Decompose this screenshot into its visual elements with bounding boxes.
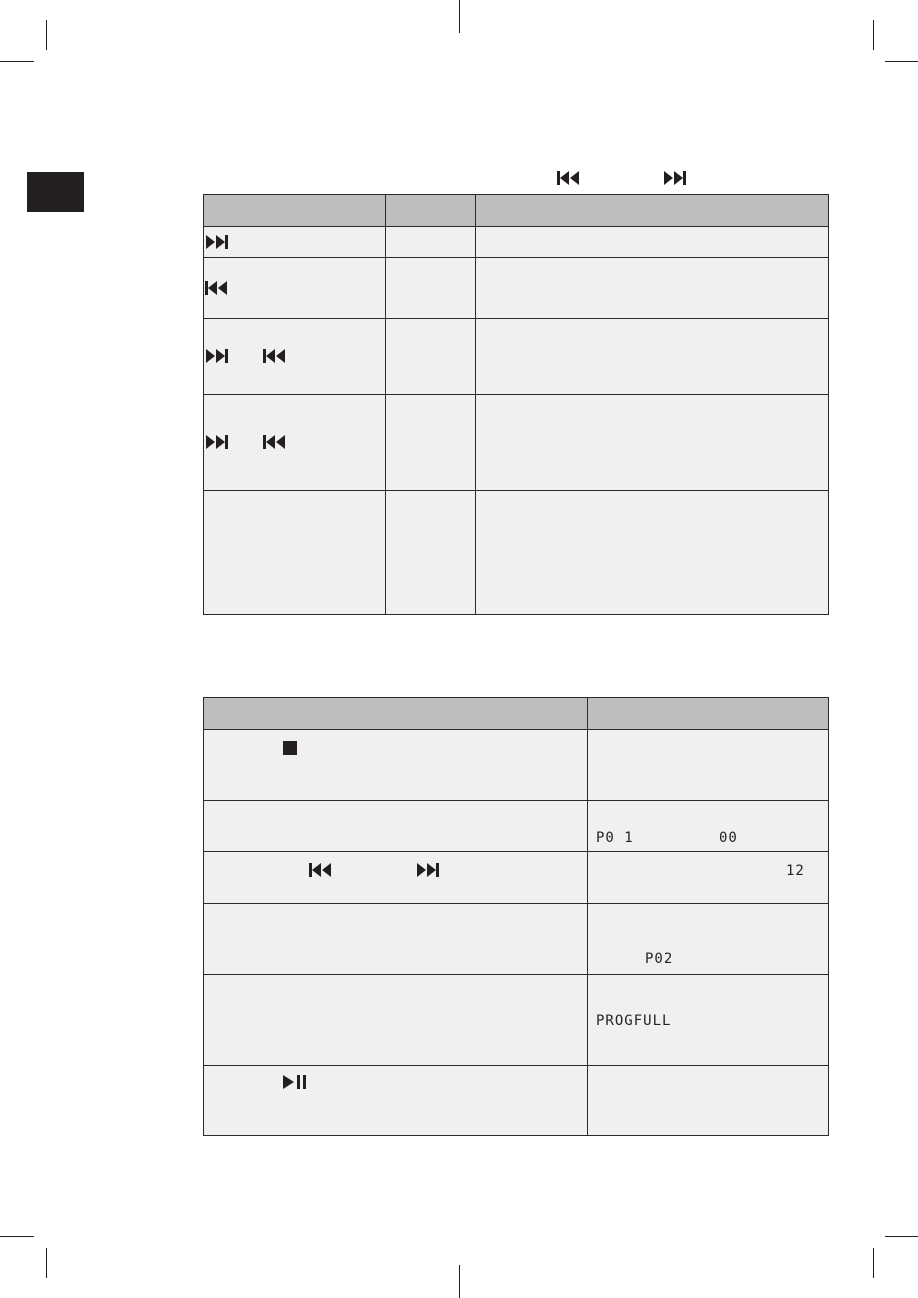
table-row <box>204 801 829 852</box>
step-cell <box>204 1066 588 1136</box>
skip-forward-icon <box>204 233 230 251</box>
function-cell <box>476 491 829 615</box>
table-row <box>204 730 829 801</box>
display-cell <box>588 730 829 801</box>
skip-back-icon <box>262 347 288 365</box>
step-cell <box>204 801 588 852</box>
table-header-row <box>204 195 829 227</box>
table-row <box>204 395 829 491</box>
crop-mark <box>0 1236 34 1237</box>
lcd-text: P02 <box>645 951 674 967</box>
table-header-cell <box>204 698 588 730</box>
table-header-cell <box>204 195 386 227</box>
button-cell <box>204 319 386 395</box>
display-cell <box>588 1066 829 1136</box>
skip-back-icon <box>308 861 334 879</box>
skip-back-icon <box>556 169 582 187</box>
display-cell <box>588 801 829 852</box>
table-header-row <box>204 698 829 730</box>
step-cell <box>204 975 588 1066</box>
language-tab <box>27 172 84 212</box>
press-cell <box>386 227 476 258</box>
button-cell <box>204 395 386 491</box>
function-cell <box>476 395 829 491</box>
crop-mark <box>459 1265 460 1298</box>
function-cell <box>476 227 829 258</box>
step-cell <box>204 730 588 801</box>
table-header-cell <box>588 698 829 730</box>
crop-mark <box>873 20 874 50</box>
crop-mark <box>873 1248 874 1278</box>
table-row <box>204 852 829 904</box>
button-cell <box>204 491 386 615</box>
step-cell <box>204 852 588 904</box>
lcd-text: P0 1 <box>596 830 634 846</box>
button-cell <box>204 227 386 258</box>
display-cell <box>588 852 829 904</box>
crop-mark <box>46 1248 47 1278</box>
skip-back-icon <box>262 433 288 451</box>
table-header-cell <box>386 195 476 227</box>
crop-mark <box>885 1236 918 1237</box>
skip-forward-icon <box>204 433 230 451</box>
table-programming-steps <box>203 697 829 1136</box>
skip-forward-icon <box>662 169 688 187</box>
display-cell <box>588 904 829 975</box>
crop-mark <box>0 61 34 62</box>
table-button-functions <box>203 194 829 615</box>
skip-back-icon <box>204 279 230 297</box>
function-cell <box>476 319 829 395</box>
button-cell <box>204 258 386 319</box>
skip-forward-icon <box>415 861 441 879</box>
lcd-text: 00 <box>719 830 738 846</box>
table-row <box>204 227 829 258</box>
table-row <box>204 904 829 975</box>
table-row <box>204 258 829 319</box>
lcd-text: PROGFULL <box>596 1013 672 1029</box>
skip-forward-icon <box>204 347 230 365</box>
table-header-cell <box>476 195 829 227</box>
table-row <box>204 1066 829 1136</box>
play-pause-icon <box>281 1074 307 1090</box>
table-row <box>204 319 829 395</box>
function-cell <box>476 258 829 319</box>
table-row <box>204 975 829 1066</box>
stop-icon <box>283 741 297 755</box>
press-cell <box>386 319 476 395</box>
step-cell <box>204 904 588 975</box>
press-cell <box>386 258 476 319</box>
display-cell <box>588 975 829 1066</box>
crop-mark <box>885 61 918 62</box>
table-row <box>204 491 829 615</box>
crop-mark <box>46 20 47 50</box>
press-cell <box>386 491 476 615</box>
lcd-text: 12 <box>786 863 805 879</box>
press-cell <box>386 395 476 491</box>
crop-mark <box>459 0 460 33</box>
